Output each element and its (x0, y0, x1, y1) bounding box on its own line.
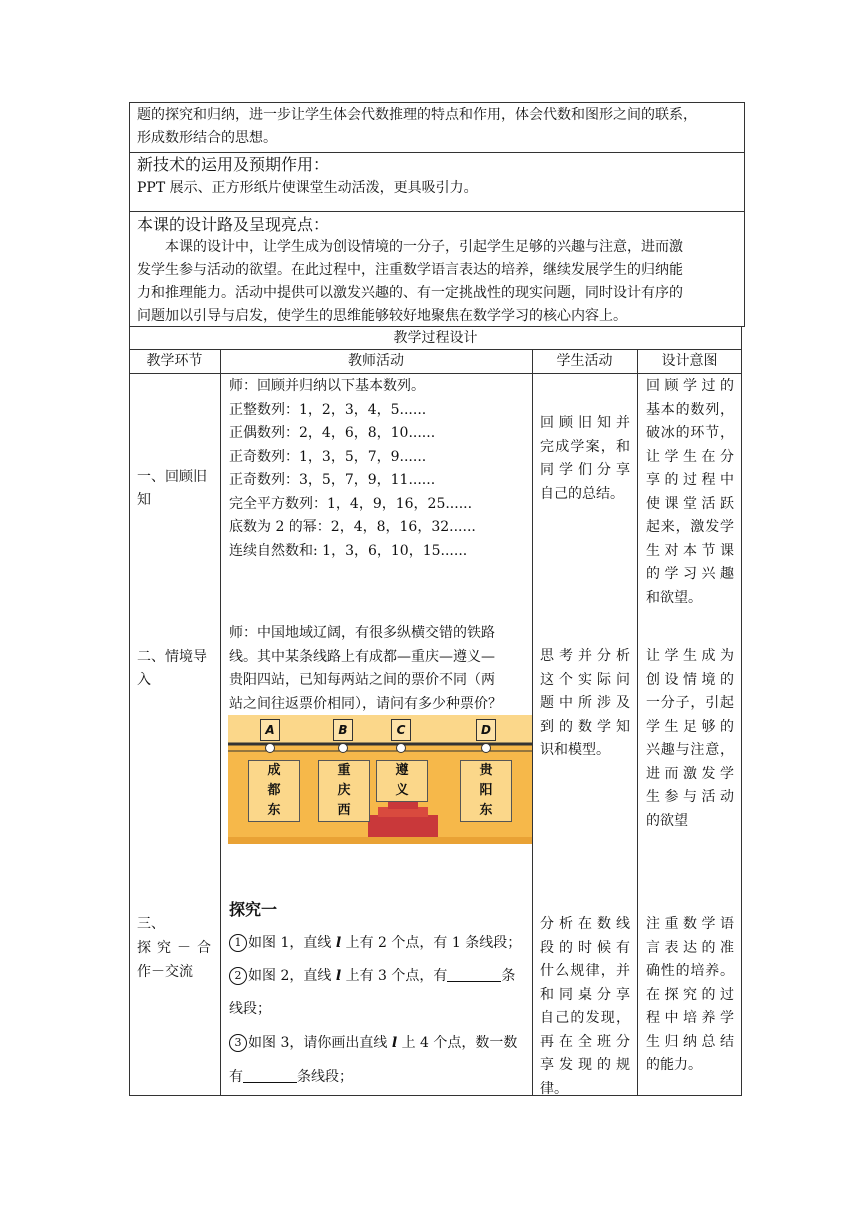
station-name-box (460, 760, 512, 822)
intent-line: 进而激发学 (646, 765, 734, 782)
intent-line: 让学生成为 (646, 648, 734, 664)
row1-teacher (229, 375, 476, 563)
intent-line: 创设情境的 (646, 671, 734, 688)
station-tag: C (391, 719, 411, 741)
teacher-line: 贵阳四站，已知每两站之间的票价不同（两 (229, 672, 495, 688)
railway-figure (228, 715, 532, 844)
intent-line: 确性的培养。 (646, 963, 734, 979)
intent-line: 的能力。 (646, 1057, 702, 1073)
student-line: 同学们分享 (540, 462, 630, 478)
station-name-char: 义 (395, 783, 409, 798)
col-divider-1 (220, 349, 221, 1096)
design-line-2: 发学生参与活动的欲望。在此过程中，注重数学语言表达的培养，继续发展学生的归纳能 (137, 262, 683, 278)
teacher-line: 正整数列：1，2，3，4，5...... (229, 401, 427, 418)
new-tech-heading: 新技术的运用及预期作用： (137, 155, 330, 174)
station-name-box (248, 760, 300, 822)
teacher-line: 正偶数列：2，4，6，8，10...... (229, 425, 436, 441)
intent-line: 破冰的环节， (646, 425, 734, 441)
item-text: 如图 2，直线 (248, 968, 336, 984)
line-l: l (335, 935, 342, 951)
station-name-box (376, 760, 428, 802)
station-name-char: 都 (267, 783, 281, 798)
intent-line: 程中培养学 (646, 1010, 734, 1026)
item-text: 如图 1，直线 (248, 935, 336, 951)
row2-intent (646, 645, 734, 833)
row3-stage-line: 作－交流 (137, 964, 193, 980)
student-line: 什么规律，并 (540, 963, 630, 979)
intent-line: 起来，激发学 (646, 519, 734, 535)
item-text: 如图 3，请你画出直线 (248, 1035, 392, 1051)
item-text: 上 4 个点，数一数 (397, 1035, 518, 1051)
student-line: 思考并分析 (540, 648, 630, 664)
design-heading: 本课的设计路及呈现亮点： (137, 215, 330, 234)
item-text: 上有 2 个点，有 1 条线段； (341, 935, 522, 951)
student-line: 题中所涉及 (540, 695, 630, 711)
row2-student (540, 645, 630, 763)
station-name-char: 东 (479, 803, 493, 818)
design-line-1: 本课的设计中，让学生成为创设情境的一分子，引起学生足够的兴趣与注意，进而激 (165, 239, 683, 255)
station-a (260, 719, 280, 741)
student-line: 回顾旧知并 (540, 415, 630, 431)
station-name-char: 贵 (479, 763, 493, 778)
circle-number: 2 (229, 967, 247, 985)
station-name-box (318, 760, 370, 822)
station-d (476, 719, 496, 741)
row3-intent (646, 913, 734, 1078)
teacher-line: 师：回顾并归纳以下基本数列。 (229, 378, 425, 394)
intent-line: 让学生在分 (646, 448, 734, 465)
row3-stage-line: 探究－合 (137, 940, 217, 956)
intent-line: 基本的数列， (646, 401, 734, 418)
student-line: 律。 (540, 1080, 568, 1097)
station-tag: A (260, 719, 280, 741)
station-tag: B (333, 719, 353, 741)
circle-number: 1 (229, 934, 247, 952)
teacher-line: 师：中国地域辽阔，有很多纵横交错的铁路 (229, 625, 495, 641)
teacher-line: 站之间往返票价相同），请问有多少种票价？ (229, 695, 502, 712)
circle-number: 3 (229, 1034, 247, 1052)
intent-line: 生参与活动 (646, 789, 734, 805)
new-tech-body: PPT 展示、正方形纸片使课堂生动活泼，更具吸引力。 (137, 180, 478, 196)
station-name-char: 阳 (479, 783, 493, 798)
teacher-line: 正奇数列：3，5，7，9，11...... (229, 472, 436, 488)
intent-line: 生归纳总结 (646, 1033, 734, 1050)
student-line: 完成学案，和 (540, 438, 630, 455)
row1-stage-line: 知 (137, 492, 151, 508)
item-text: 上有 3 个点，有 (341, 968, 448, 984)
row3-stage (137, 912, 217, 984)
row1-intent (646, 375, 734, 610)
student-line: 到的数学知 (540, 718, 630, 735)
header-teacher: 教师活动 (348, 353, 404, 369)
intent-line: 的欲望 (646, 812, 688, 829)
table-title: 教学过程设计 (393, 330, 478, 346)
explore-item-3-cont (229, 1066, 353, 1089)
summary-line-1: 题的探究和归纳，进一步让学生体会代数推理的特点和作用，体会代数和图形之间的联系， (137, 107, 697, 123)
explore-item-1 (229, 932, 521, 955)
row1-stage (137, 466, 207, 512)
teacher-line: 完全平方数列：1，4，9，16，25...... (229, 495, 473, 512)
station-name-char: 成 (267, 763, 281, 778)
explore-item-2 (229, 965, 515, 988)
explore-heading: 探究一 (229, 900, 278, 919)
header-student: 学生活动 (556, 353, 613, 369)
station-dot (481, 743, 491, 753)
header-intent: 设计意图 (661, 353, 718, 369)
item-text: 条 (501, 968, 516, 984)
teacher-line: 底数为 2 的幂：2，4，8，16，32...... (229, 519, 476, 535)
station-c (391, 719, 411, 741)
intent-line: 生对本节课 (646, 542, 734, 559)
intent-line: 学生足够的 (646, 718, 734, 735)
intent-line: 享的过程中 (646, 472, 734, 488)
station-dot (338, 743, 348, 753)
intent-line: 在探究的过 (646, 986, 734, 1003)
intent-line: 兴趣与注意， (646, 742, 734, 758)
header-stage: 教学环节 (146, 353, 203, 369)
row3-student (540, 913, 630, 1101)
item-text: 有 (229, 1069, 243, 1085)
intent-line: 的学习兴趣 (646, 566, 734, 582)
explore-item-3 (229, 1032, 517, 1055)
student-line: 这个实际问 (540, 671, 630, 688)
intent-line: 回顾学过的 (646, 378, 734, 394)
intent-line: 使课堂活跃 (646, 495, 734, 512)
student-line: 段的时候有 (540, 939, 630, 956)
station-name-char: 西 (337, 803, 351, 818)
student-line: 再在全班分 (540, 1033, 630, 1050)
student-line: 和同桌分享 (540, 986, 630, 1003)
student-line: 自己的发现， (540, 1010, 630, 1026)
row2-stage-line: 二、情境导 (137, 649, 207, 665)
row2-stage-line: 入 (137, 672, 151, 688)
summary-line-2: 形成数形结合的思想。 (137, 130, 277, 146)
intent-line: 和欲望。 (646, 589, 702, 606)
intent-line: 言表达的准 (646, 939, 734, 956)
station-dot (396, 743, 406, 753)
teacher-line: 线。其中某条线路上有成都—重庆—遵义— (229, 648, 495, 665)
teacher-line: 连续自然数和: 1，3，6，10，15...... (229, 542, 468, 559)
student-line: 自己的总结。 (540, 485, 624, 502)
item-text: 条线段； (297, 1069, 353, 1085)
student-line: 分析在数线 (540, 916, 630, 932)
intent-line: 一分子，引起 (646, 695, 734, 711)
student-line: 享发现的规 (540, 1057, 630, 1073)
student-line: 识和模型。 (540, 742, 610, 758)
col-divider-3 (637, 349, 638, 1096)
design-line-3: 力和推理能力。活动中提供可以激发兴趣的、有一定挑战性的现实问题，同时设计有序的 (137, 285, 683, 301)
station-b (333, 719, 353, 741)
line-l: l (335, 968, 342, 984)
station-tag: D (476, 719, 496, 741)
row1-stage-line: 一、回顾旧 (137, 469, 207, 485)
station-dot (265, 743, 275, 753)
line-l: l (391, 1035, 398, 1051)
row1-student (540, 412, 630, 506)
answer-blank[interactable] (243, 1068, 297, 1083)
answer-blank[interactable] (447, 967, 501, 982)
teacher-line: 正奇数列：1，3，5，7，9...... (229, 448, 427, 465)
station-name-char: 东 (267, 803, 281, 818)
row2-teacher (229, 622, 502, 716)
col-divider-2 (532, 349, 533, 1096)
design-line-4: 问题加以引导与启发，使学生的思维能够较好地聚焦在数学学习的核心内容上。 (137, 308, 627, 324)
station-name-char: 重 (337, 763, 351, 778)
row3-stage-line: 三、 (137, 916, 165, 932)
station-name-char: 庆 (337, 783, 351, 798)
intent-line: 注重数学语 (646, 916, 734, 932)
row2-stage (137, 646, 207, 692)
explore-item-2-cont: 线段； (229, 1001, 271, 1017)
station-name-char: 遵 (395, 763, 409, 778)
